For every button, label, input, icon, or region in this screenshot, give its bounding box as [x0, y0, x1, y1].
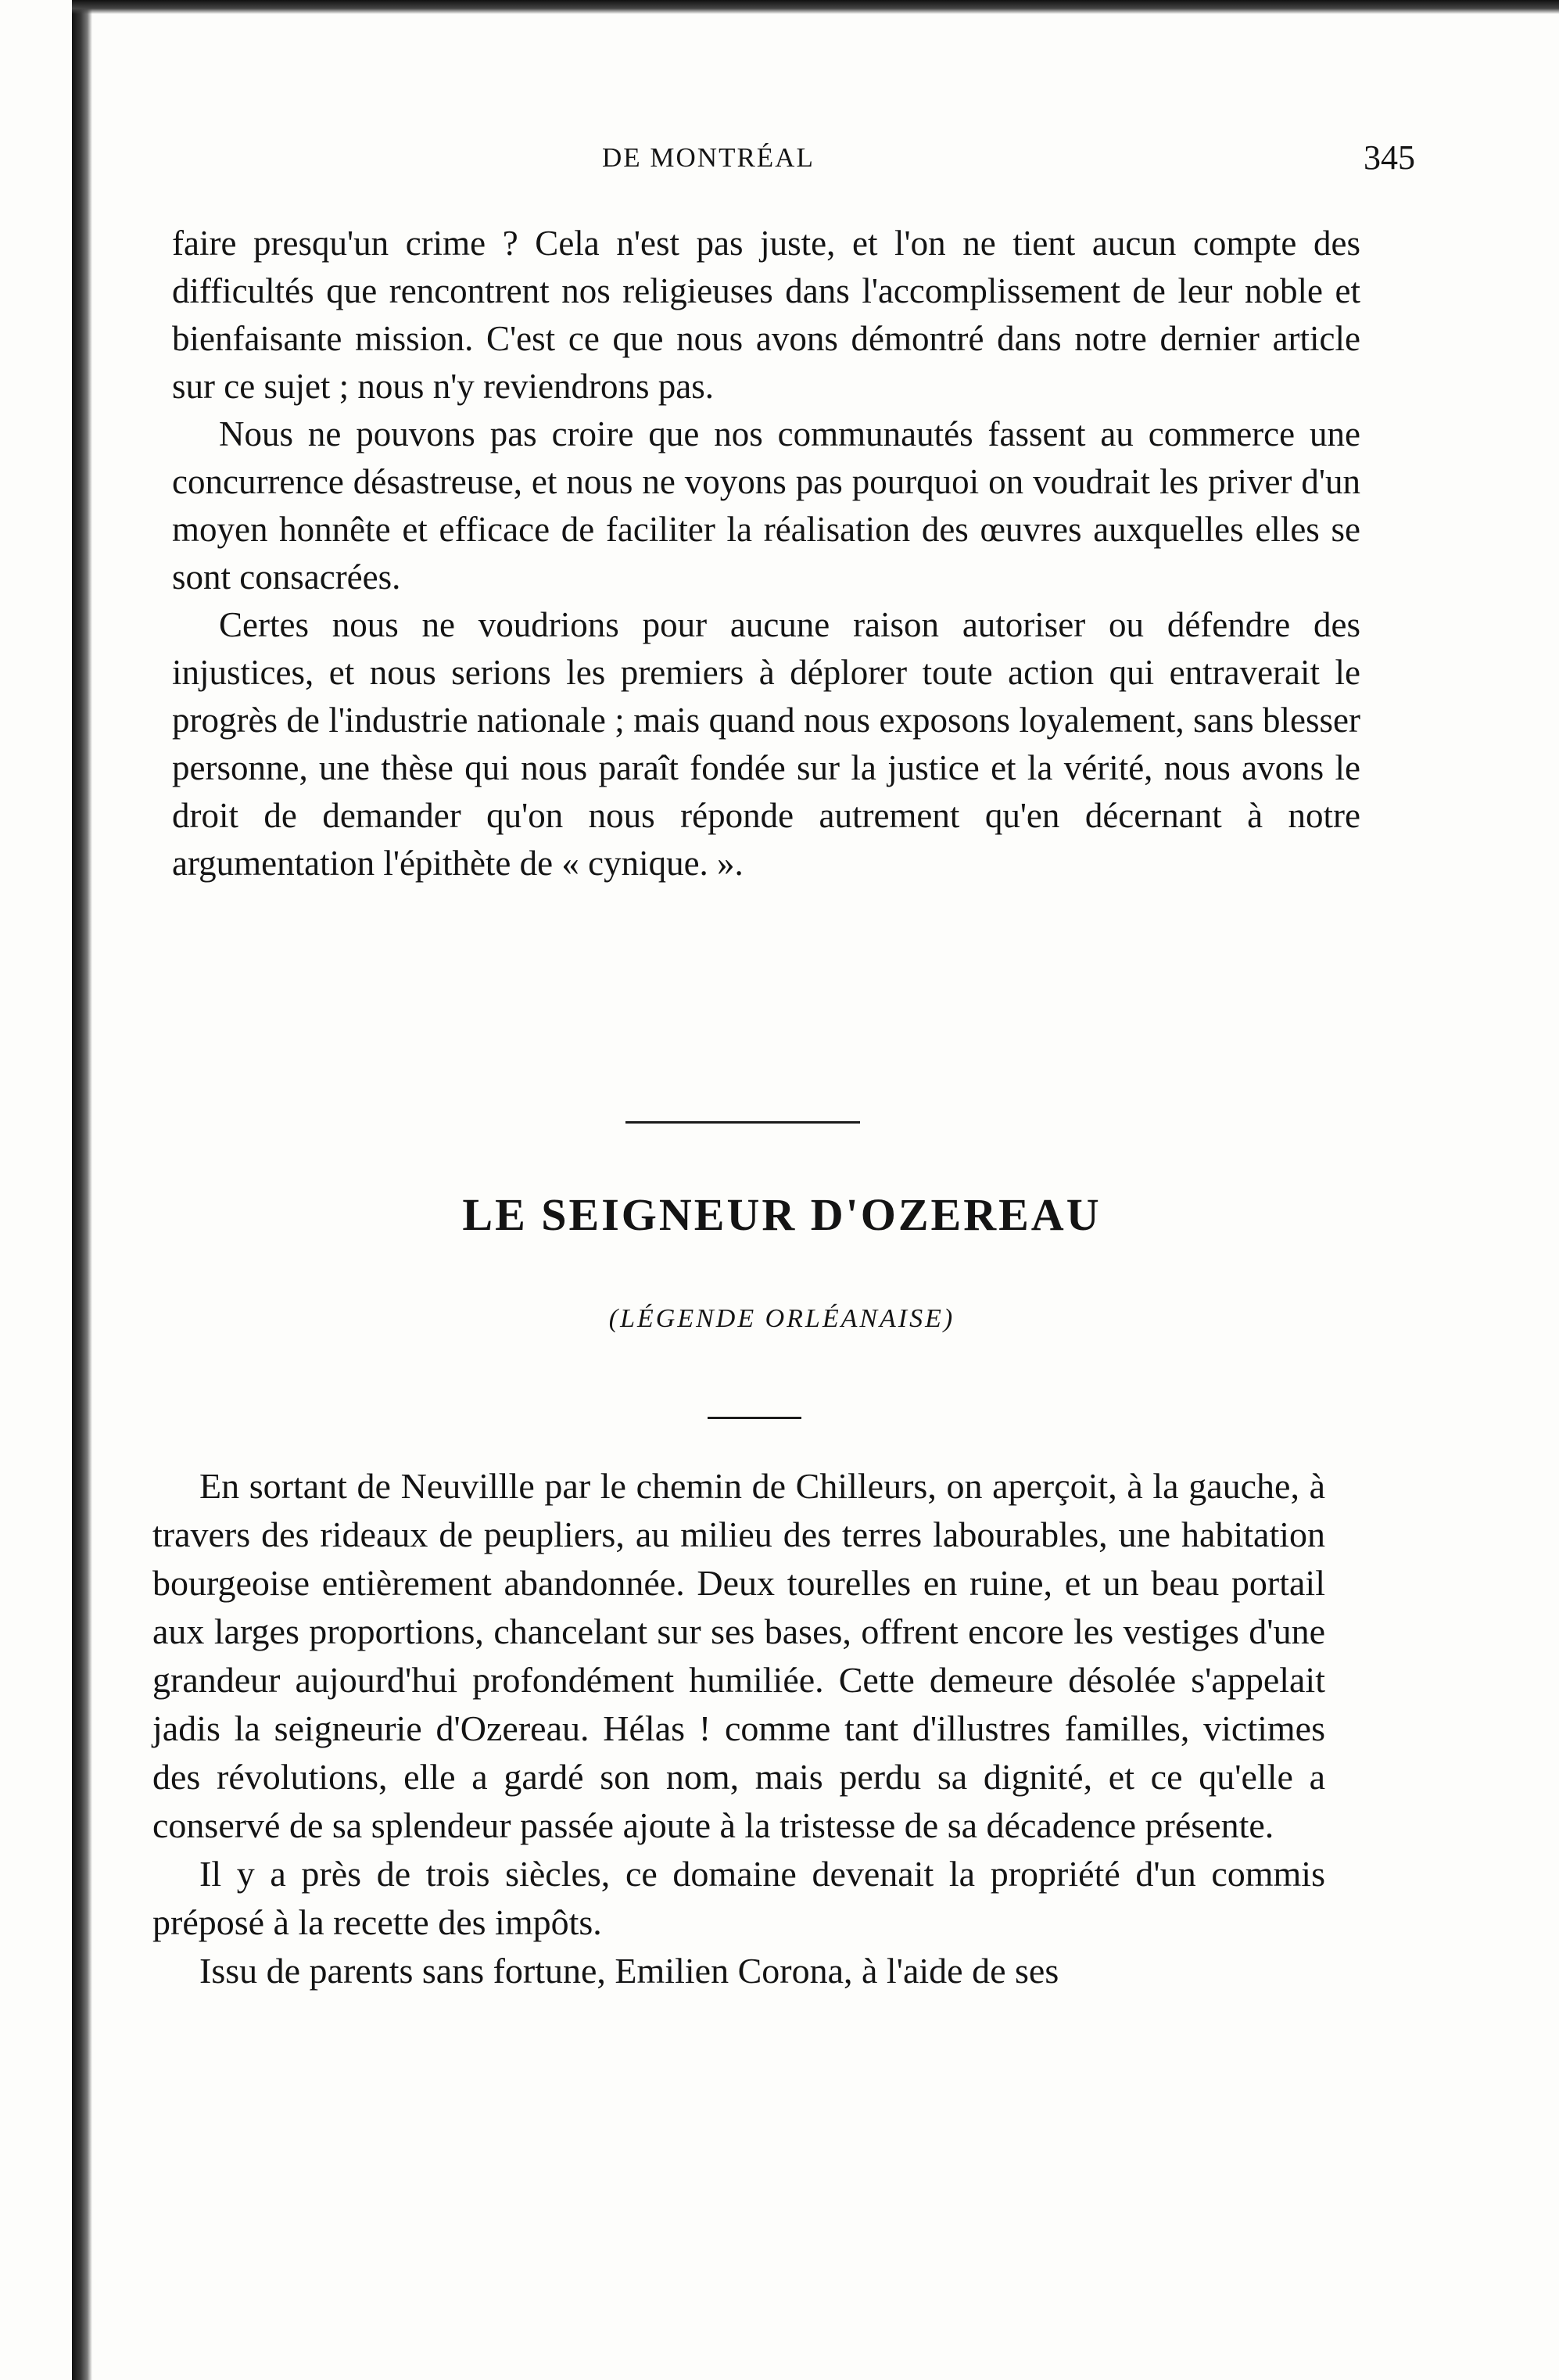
paragraph: Nous ne pouvons pas croire que nos communautés fassent au commerce une concurrence désastreuse, et nous ne voyons pas pourquoi on voudrait les priver d'un moyen honnête et efficace de faciliter la réalisation des œuvres auxquelles elles se sont consacrées.: [172, 414, 1360, 597]
page-binding-shadow: [72, 0, 92, 2380]
section-title: LE SEIGNEUR D'OZEREAU: [462, 1189, 1102, 1240]
paragraph: En sortant de Neuvillle par le chemin de Chilleurs, on aperçoit, à la gauche, à travers des rideaux de peupliers, au milieu des terres labourables, une habitation bourgeoise entièrement abandonnée. Deux tourelles en ruine, et un beau portail aux larges proportions, chancelant sur ses bases, offrent encore les vestiges d'une grandeur aujourd'hui profondément humiliée. Cette demeure désolée s'appelait jadis la seigneurie d'Ozereau. Hélas ! comme tant d'illustres familles, victimes des révolutions, elle a gardé son nom, mais perdu sa dignité, et ce qu'elle a conservé de sa splendeur passée ajoute à la tristesse de sa décadence présente.: [152, 1466, 1325, 1845]
section-body-text: [152, 1462, 1325, 1995]
paragraph: faire presqu'un crime ? Cela n'est pas juste, et l'on ne tient aucun compte des difficultés que rencontrent nos religieuses dans l'accomplissement de leur noble et bienfaisante mission. C'est ce que nous avons démontré dans notre dernier article sur ce sujet ; nous n'y reviendrons pas.: [172, 224, 1360, 406]
paragraph: Il y a près de trois siècles, ce domaine devenait la propriété d'un commis préposé à la recette des impôts.: [152, 1854, 1325, 1942]
paragraph: Certes nous ne voudrions pour aucune raison autoriser ou défendre des injustices, et nous serions les premiers à déplorer toute action qui entraverait le progrès de l'industrie nationale ; mais quand nous exposons loyalement, sans blesser personne, une thèse qui nous paraît fondée sur la justice et la vérité, nous avons le droit de demander qu'on nous réponde autrement qu'en décernant à notre argumentation l'épithète de « cynique. ».: [172, 605, 1360, 883]
title-underline: [708, 1417, 801, 1419]
page-top-shadow: [72, 0, 1559, 14]
page-number: 345: [1364, 138, 1415, 177]
section-divider: [625, 1121, 860, 1124]
page-header: [180, 138, 1415, 189]
previous-article-text: [172, 220, 1360, 887]
running-title: DE MONTRÉAL: [602, 142, 815, 173]
section-subtitle: (LÉGENDE ORLÉANAISE): [608, 1304, 955, 1333]
paragraph: Issu de parents sans fortune, Emilien Corona, à l'aide de ses: [199, 1951, 1059, 1991]
